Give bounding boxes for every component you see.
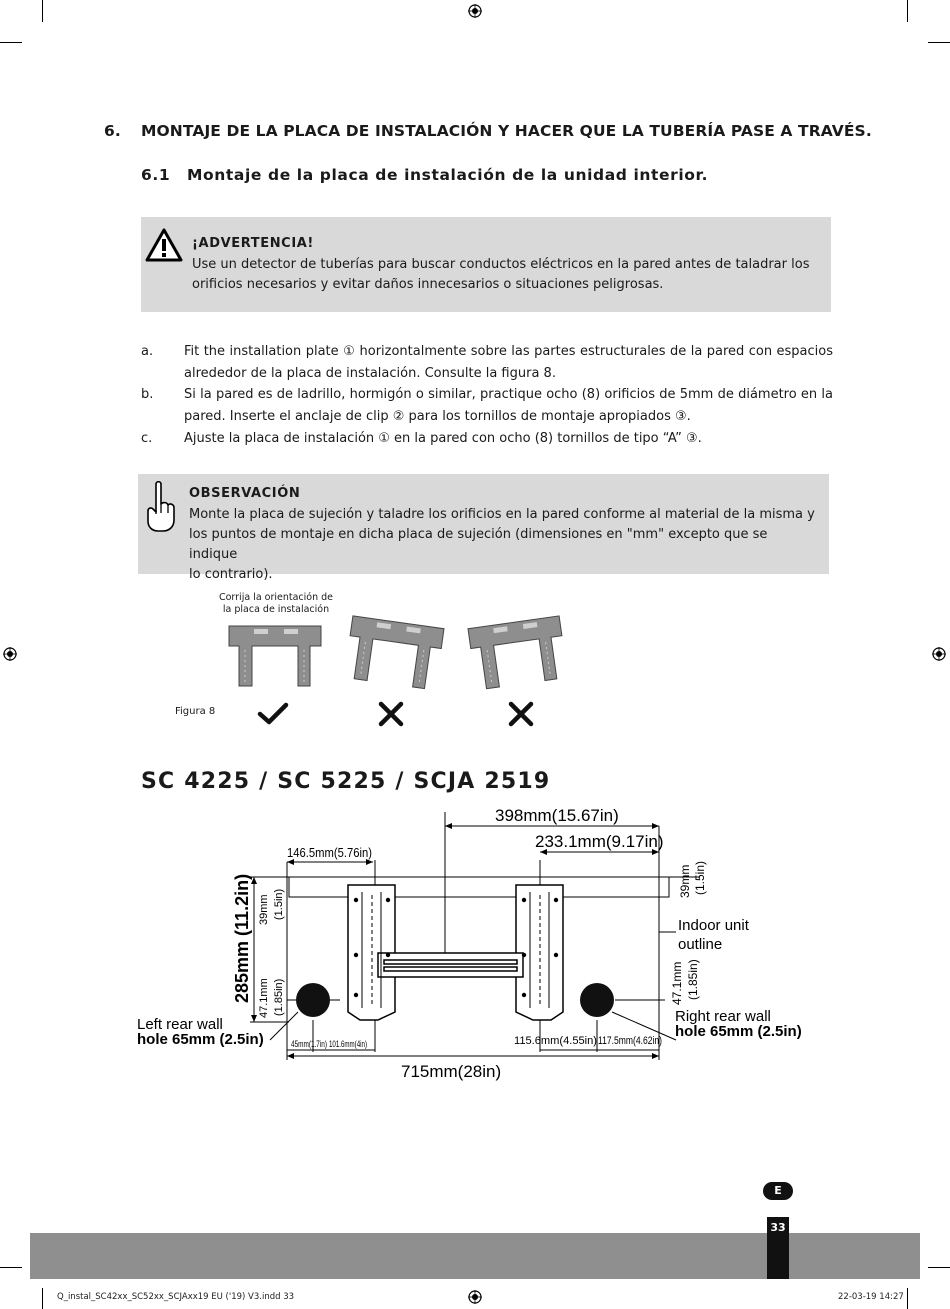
crop-mark bbox=[907, 0, 908, 22]
step-letter: b. bbox=[141, 387, 154, 403]
step-line: Si la pared es de ladrillo, hormigón o similar, practique ocho (8) orificios de 5mm de diámetro en la bbox=[184, 387, 833, 403]
cross-icon bbox=[378, 701, 404, 727]
subsection-heading bbox=[141, 166, 708, 184]
dim-47-right-in-label: (1.85in) bbox=[686, 959, 700, 1000]
crop-mark bbox=[0, 42, 22, 43]
dim-total-width-label: 715mm(28in) bbox=[401, 1062, 502, 1081]
indoor-outline-label: Indoor unit bbox=[678, 917, 749, 934]
page-number: 33 bbox=[767, 1217, 789, 1279]
crop-mark bbox=[928, 1267, 950, 1268]
dim-39-right-in-label: (1.5in) bbox=[693, 860, 707, 895]
step-line: pared. Inserte el anclaje de clip ② para los tornillos de montaje apropiados ③. bbox=[184, 409, 691, 425]
subsection-title: Montaje de la placa de instalación de la unidad interior. bbox=[187, 166, 709, 184]
dim-45-label: 45mm(1.7in) bbox=[291, 1039, 328, 1049]
registration-mark-icon bbox=[468, 1290, 482, 1304]
registration-mark-icon bbox=[468, 4, 482, 18]
subsection-number: 6.1 bbox=[141, 166, 171, 184]
note-line: Monte la placa de sujeción y taladre los orificios en la pared conforme al material de la misma y bbox=[189, 507, 815, 522]
warning-line: Use un detector de tuberías para buscar conductos eléctricos en la pared antes de taladrar los bbox=[192, 257, 810, 272]
warning-box bbox=[141, 217, 831, 312]
section-number: 6. bbox=[104, 122, 121, 140]
installation-plate-diagram bbox=[0, 800, 950, 1090]
note-line: los puntos de montaje en dicha placa de sujeción (dimensiones en "mm" excepto que se indique bbox=[189, 527, 768, 562]
step-line: alrededor de la placa de instalación. Consulte la figura 8. bbox=[184, 365, 556, 381]
right-wall-hole bbox=[580, 983, 614, 1017]
file-slug: Q_instal_SC42xx_SC52xx_SCJAxx19 EU ('19) V3.indd 33 bbox=[57, 1292, 295, 1302]
left-hole-label: Left rear wall bbox=[137, 1016, 223, 1033]
indoor-unit-outline bbox=[289, 877, 669, 897]
dim-height-label: 285mm (11.2in) bbox=[232, 873, 252, 1003]
figure-label: Figura 8 bbox=[175, 706, 216, 717]
warning-text bbox=[192, 255, 822, 295]
dim-146-label: 146.5mm(5.76in) bbox=[287, 845, 372, 860]
step-line: Ajuste la placa de instalación ① en la pared con ocho (8) tornillos de tipo “A” ③. bbox=[184, 430, 702, 446]
dim-39-left-in-label: (1.5in) bbox=[273, 888, 285, 920]
right-hole-label: Right rear wall bbox=[675, 1008, 771, 1025]
crop-mark bbox=[42, 0, 43, 22]
list-item bbox=[141, 341, 833, 384]
list-item bbox=[141, 428, 833, 450]
warning-title: ¡ADVERTENCIA! bbox=[192, 236, 314, 251]
model-title: SC 4225 / SC 5225 / SCJA 2519 bbox=[141, 769, 551, 794]
check-icon bbox=[257, 702, 289, 726]
dim-117-label: 117.5mm(4.62in) bbox=[598, 1035, 662, 1047]
indoor-outline-label: outline bbox=[678, 936, 723, 953]
dim-115-label: 115.6mm(4.55in) bbox=[514, 1035, 597, 1047]
language-badge: E bbox=[763, 1182, 793, 1200]
note-title: OBSERVACIÓN bbox=[189, 486, 301, 501]
section-heading bbox=[104, 122, 872, 140]
dim-233-label: 233.1mm(9.17in) bbox=[535, 832, 664, 851]
dim-101-label: 101.6mm(4in) bbox=[329, 1039, 367, 1049]
registration-mark-icon bbox=[932, 647, 946, 661]
dim-39-right-label: 39mm bbox=[678, 864, 692, 898]
warning-triangle-icon bbox=[145, 228, 183, 262]
pointing-hand-icon bbox=[143, 480, 177, 534]
list-item bbox=[141, 384, 833, 427]
crop-mark bbox=[907, 1288, 908, 1309]
figure-caption bbox=[206, 592, 346, 616]
crop-mark bbox=[928, 42, 950, 43]
dim-47-left-in-label: (1.85in) bbox=[273, 978, 285, 1016]
note-box bbox=[138, 474, 829, 582]
crop-mark bbox=[0, 1267, 22, 1268]
warning-line: orificios necesarios y evitar daños innecesarios o situaciones peligrosas. bbox=[192, 277, 664, 292]
mounting-plate bbox=[348, 885, 563, 1020]
note-text bbox=[189, 505, 819, 585]
caption-line: Corrija la orientación de bbox=[218, 592, 334, 603]
dim-39-left-label: 39mm bbox=[258, 894, 270, 925]
dim-47-left-label: 47.1mm bbox=[258, 978, 270, 1018]
plate-correct-illustration bbox=[226, 622, 324, 690]
dim-398-label: 398mm(15.67in) bbox=[495, 806, 619, 825]
step-line: Fit the installation plate ① horizontalmente sobre las partes estructurales de la pared con espacios bbox=[184, 344, 833, 359]
left-hole-label: hole 65mm (2.5in) bbox=[137, 1031, 264, 1048]
dim-47-right-label: 47.1mm bbox=[670, 961, 684, 1005]
plate-wrong-illustration bbox=[467, 614, 569, 694]
plate-wrong-illustration bbox=[343, 614, 445, 694]
step-letter: c. bbox=[141, 430, 153, 446]
crop-mark bbox=[42, 1288, 43, 1309]
section-title: MONTAJE DE LA PLACA DE INSTALACIÓN Y HACER QUE LA TUBERÍA PASE A TRAVÉS. bbox=[141, 122, 872, 140]
step-list bbox=[141, 341, 833, 450]
caption-line: la placa de instalación bbox=[222, 604, 330, 615]
step-letter: a. bbox=[141, 344, 154, 359]
note-line: lo contrario). bbox=[189, 567, 273, 582]
cross-icon bbox=[508, 701, 534, 727]
registration-mark-icon bbox=[3, 647, 17, 661]
date-slug: 22-03-19 14:27 bbox=[838, 1292, 904, 1302]
right-hole-label: hole 65mm (2.5in) bbox=[675, 1023, 802, 1040]
left-wall-hole bbox=[296, 983, 330, 1017]
